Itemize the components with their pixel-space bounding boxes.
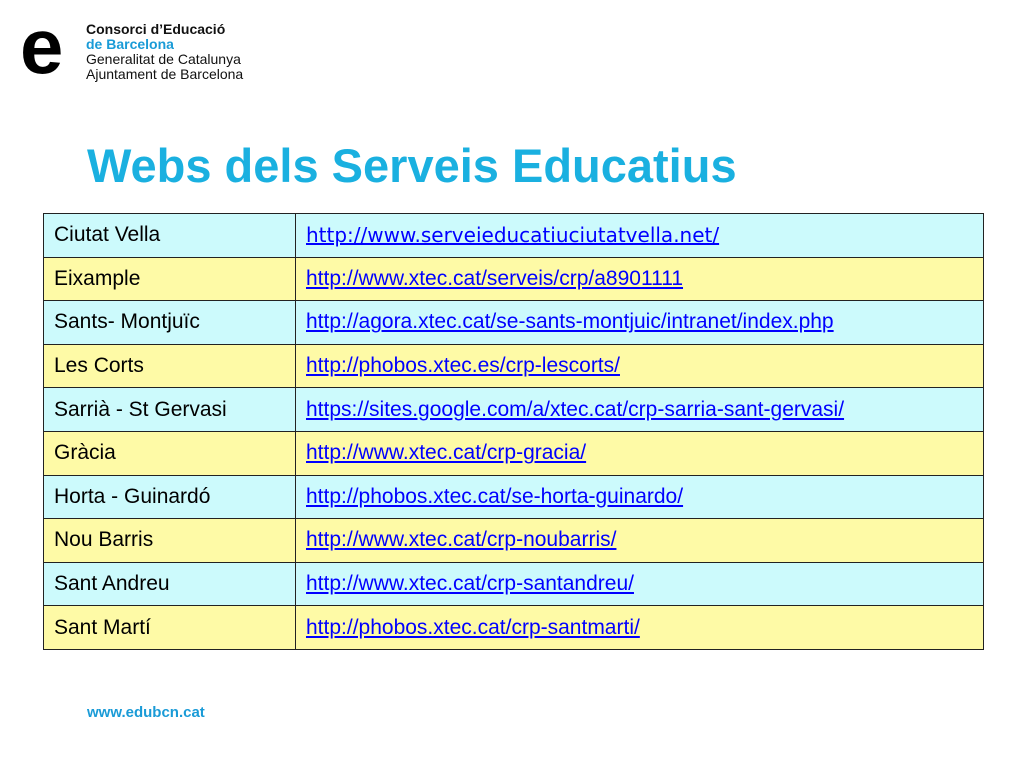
service-link[interactable]: http://phobos.xtec.cat/se-horta-guinardo/ [306,484,684,508]
district-name: Ciutat Vella [44,214,296,258]
url-cell [296,344,984,388]
logo-line-1: Consorci d’Educació [86,21,226,37]
district-name: Gràcia [44,431,296,475]
consorci-logo [20,2,244,90]
table-row [44,475,984,519]
district-name: Sant Martí [44,606,296,650]
logo-line-3: Generalitat de Catalunya [86,51,241,67]
service-link[interactable]: http://www.xtec.cat/crp-gracia/ [306,441,587,465]
url-cell [296,562,984,606]
url-cell [296,388,984,432]
district-name: Nou Barris [44,519,296,563]
footer-website: www.edubcn.cat [87,704,205,721]
district-name: Sant Andreu [44,562,296,606]
url-cell [296,431,984,475]
service-link[interactable]: http://www.xtec.cat/crp-noubarris/ [306,528,617,552]
district-name: Sants- Montjuïc [44,301,296,345]
service-link[interactable]: https://sites.google.com/a/xtec.cat/crp-sarria-sant-gervasi/ [306,397,845,421]
logo-e-mark: e [20,2,62,90]
table-row [44,344,984,388]
logo-line-2: de Barcelona [86,36,174,52]
service-link[interactable]: http://www.xtec.cat/serveis/crp/a8901111 [306,266,684,290]
table-row [44,431,984,475]
table-row [44,519,984,563]
district-name: Horta - Guinardó [44,475,296,519]
url-cell [296,301,984,345]
service-link[interactable]: http://phobos.xtec.cat/crp-santmarti/ [306,615,640,639]
page-title: Webs dels Serveis Educatius [87,139,737,192]
service-link[interactable]: http://www.xtec.cat/crp-santandreu/ [306,572,634,596]
table-row [44,562,984,606]
url-cell [296,606,984,650]
service-link[interactable]: http://phobos.xtec.es/crp-lescorts/ [306,354,620,378]
table-row [44,388,984,432]
table-row [44,301,984,345]
url-cell [296,519,984,563]
table-row [44,214,984,258]
table-row [44,257,984,301]
services-table [43,213,984,650]
service-link[interactable]: http://www.serveieducatiuciutatvella.net/ [306,222,720,247]
url-cell [296,257,984,301]
logo-text [86,22,243,82]
service-link[interactable]: http://agora.xtec.cat/se-sants-montjuic/intranet/index.php [306,310,834,334]
url-cell [296,475,984,519]
logo-line-4: Ajuntament de Barcelona [86,66,244,82]
url-cell [296,214,984,258]
district-name: Les Corts [44,344,296,388]
district-name: Sarrià - St Gervasi [44,388,296,432]
table-row [44,606,984,650]
district-name: Eixample [44,257,296,301]
